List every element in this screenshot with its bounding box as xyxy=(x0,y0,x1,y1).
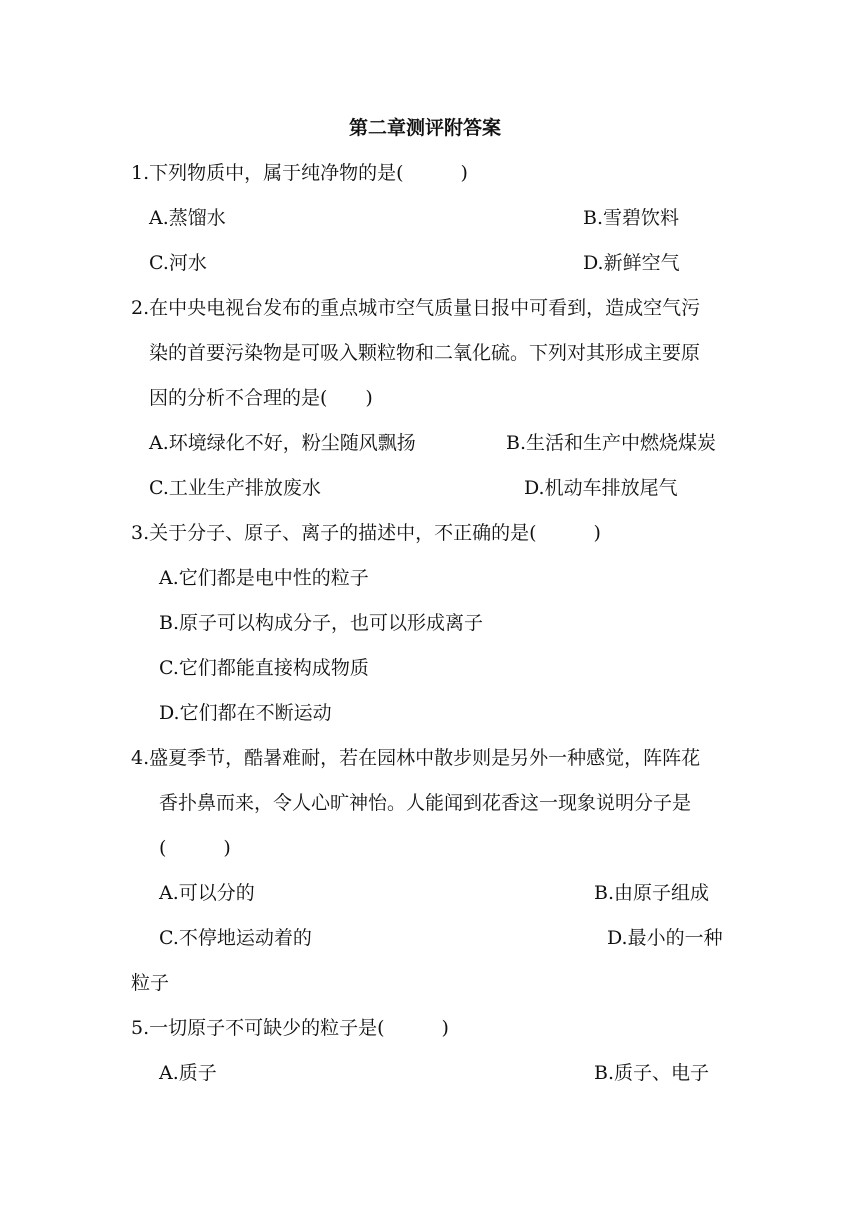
question-4-option-a: A.可以分的 xyxy=(159,882,255,904)
question-2-stem-line-2: 染的首要污染物是可吸入颗粒物和二氧化硫。下列对其形成主要原 xyxy=(149,342,701,364)
question-1-option-a: A.蒸馏水 xyxy=(149,207,226,229)
question-5-stem: 5.一切原子不可缺少的粒子是( ) xyxy=(131,1017,449,1039)
question-4-option-c: C.不停地运动着的 xyxy=(159,927,312,949)
page-title: 第二章测评附答案 xyxy=(349,117,502,139)
question-4-option-d-continued: 粒子 xyxy=(131,972,170,994)
question-5-option-b: B.质子、电子 xyxy=(594,1062,710,1084)
question-4-option-b: B.由原子组成 xyxy=(594,882,710,904)
question-2-stem-line-1: 2.在中央电视台发布的重点城市空气质量日报中可看到，造成空气污 xyxy=(131,297,701,319)
question-3-option-b: B.原子可以构成分子，也可以形成离子 xyxy=(159,612,484,634)
question-1-stem: 1.下列物质中，属于纯净物的是( ) xyxy=(131,162,468,184)
question-5-option-a: A.质子 xyxy=(159,1062,217,1084)
question-3-option-d: D.它们都在不断运动 xyxy=(159,702,332,724)
question-3-stem: 3.关于分子、原子、离子的描述中，不正确的是( ) xyxy=(131,522,601,544)
question-3-option-a: A.它们都是电中性的粒子 xyxy=(159,567,369,589)
question-4-stem-line-2: 香扑鼻而来，令人心旷神怡。人能闻到花香这一现象说明分子是 xyxy=(159,792,692,814)
question-1-option-d: D.新鲜空气 xyxy=(583,252,680,274)
question-2-option-b: B.生活和生产中燃烧煤炭 xyxy=(506,432,717,454)
question-4-option-d: D.最小的一种 xyxy=(607,927,723,949)
question-3-option-c: C.它们都能直接构成物质 xyxy=(159,657,369,679)
question-2-option-d: D.机动车排放尾气 xyxy=(524,477,678,499)
question-2-option-c: C.工业生产排放废水 xyxy=(149,477,321,499)
question-4-stem-line-1: 4.盛夏季节，酷暑难耐，若在园林中散步则是另外一种感觉，阵阵花 xyxy=(131,747,701,769)
question-2-stem-line-3: 因的分析不合理的是( ) xyxy=(149,387,373,409)
question-2-option-a: A.环境绿化不好，粉尘随风飘扬 xyxy=(149,432,416,454)
question-1-option-c: C.河水 xyxy=(149,252,207,274)
question-1-option-b: B.雪碧饮料 xyxy=(583,207,680,229)
question-4-stem-line-3: ( ) xyxy=(159,837,231,859)
